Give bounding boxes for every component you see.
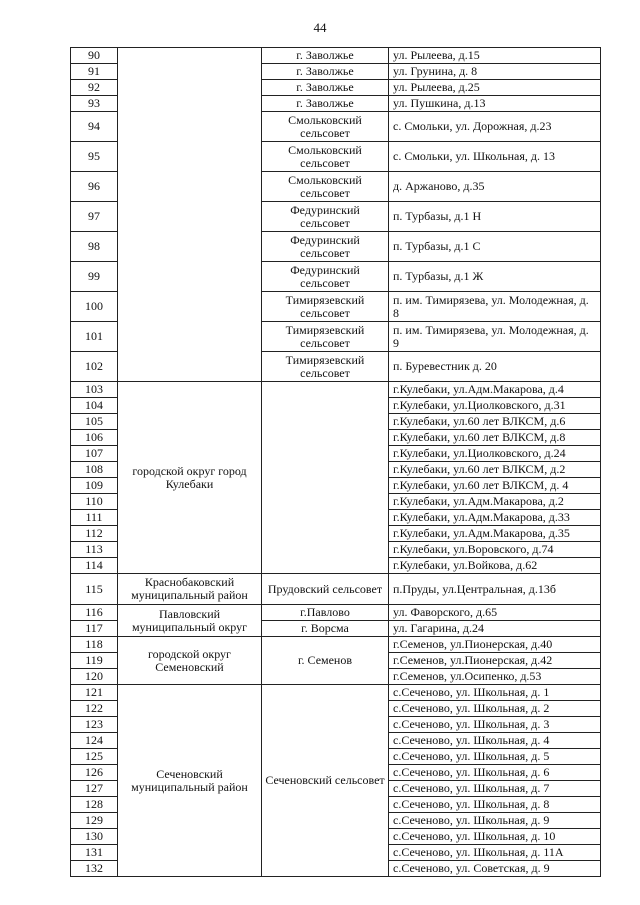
address-cell: г.Кулебаки, ул.60 лет ВЛКСМ, д. 4 [389, 478, 601, 494]
row-number-cell: 128 [71, 797, 118, 813]
table-row [71, 685, 601, 701]
address-cell: г.Семенов, ул.Пионерская, д.42 [389, 653, 601, 669]
settlement-cell: г. Семенов [262, 637, 389, 685]
address-cell: г.Кулебаки, ул.Войкова, д.62 [389, 558, 601, 574]
address-cell: п. Турбазы, д.1 С [389, 232, 601, 262]
address-cell: с. Смольки, ул. Дорожная, д.23 [389, 112, 601, 142]
table-row [71, 637, 601, 653]
address-cell: г.Кулебаки, ул.Циолковского, д.31 [389, 398, 601, 414]
settlement-cell: г. Заволжье [262, 80, 389, 96]
address-cell: ул. Фаворского, д.65 [389, 605, 601, 621]
row-number-cell: 106 [71, 430, 118, 446]
address-cell: г.Кулебаки, ул.Циолковского, д.24 [389, 446, 601, 462]
district-cell: городской округ город Кулебаки [118, 382, 262, 574]
address-cell: ул. Гагарина, д.24 [389, 621, 601, 637]
page-number: 44 [313, 20, 327, 35]
polling-stations-table [70, 47, 601, 877]
table-row [71, 605, 601, 621]
address-cell: п. Турбазы, д.1 Ж [389, 262, 601, 292]
address-cell: д. Аржаново, д.35 [389, 172, 601, 202]
address-cell: с.Сеченово, ул. Школьная, д. 6 [389, 765, 601, 781]
row-number-cell: 121 [71, 685, 118, 701]
address-cell: г.Кулебаки, ул.60 лет ВЛКСМ, д.6 [389, 414, 601, 430]
row-number-cell: 123 [71, 717, 118, 733]
address-cell: с.Сеченово, ул. Школьная, д. 9 [389, 813, 601, 829]
settlement-cell: г. Заволжье [262, 64, 389, 80]
row-number-cell: 90 [71, 48, 118, 64]
address-cell: п. Турбазы, д.1 Н [389, 202, 601, 232]
table-row [71, 382, 601, 398]
row-number-cell: 126 [71, 765, 118, 781]
row-number-cell: 95 [71, 142, 118, 172]
address-cell: ул. Пушкина, д.13 [389, 96, 601, 112]
address-cell: г.Кулебаки, ул.60 лет ВЛКСМ, д.2 [389, 462, 601, 478]
address-cell: г.Кулебаки, ул.Адм.Макарова, д.4 [389, 382, 601, 398]
address-cell: с.Сеченово, ул. Школьная, д. 3 [389, 717, 601, 733]
row-number-cell: 99 [71, 262, 118, 292]
settlement-cell: Федуринский сельсовет [262, 262, 389, 292]
settlement-cell: Тимирязевский сельсовет [262, 352, 389, 382]
address-cell: с.Сеченово, ул. Школьная, д. 8 [389, 797, 601, 813]
row-number-cell: 113 [71, 542, 118, 558]
settlement-cell: г.Павлово [262, 605, 389, 621]
address-cell: г.Кулебаки, ул.Адм.Макарова, д.2 [389, 494, 601, 510]
address-cell: с.Сеченово, ул. Школьная, д. 5 [389, 749, 601, 765]
row-number-cell: 91 [71, 64, 118, 80]
row-number-cell: 109 [71, 478, 118, 494]
settlement-cell: Тимирязевский сельсовет [262, 292, 389, 322]
settlement-cell: Смольковский сельсовет [262, 172, 389, 202]
settlement-cell: г. Ворсма [262, 621, 389, 637]
address-cell: г.Семенов, ул.Пионерская, д.40 [389, 637, 601, 653]
row-number-cell: 100 [71, 292, 118, 322]
address-cell: ул. Рылеева, д.25 [389, 80, 601, 96]
row-number-cell: 92 [71, 80, 118, 96]
district-cell: Сеченовский муниципальный район [118, 685, 262, 877]
table-row [71, 48, 601, 64]
row-number-cell: 104 [71, 398, 118, 414]
address-cell: п.Пруды, ул.Центральная, д.13б [389, 574, 601, 605]
settlement-cell: Федуринский сельсовет [262, 202, 389, 232]
row-number-cell: 98 [71, 232, 118, 262]
row-number-cell: 120 [71, 669, 118, 685]
address-cell: с.Сеченово, ул. Школьная, д. 10 [389, 829, 601, 845]
row-number-cell: 124 [71, 733, 118, 749]
address-cell: с.Сеченово, ул. Советская, д. 9 [389, 861, 601, 877]
row-number-cell: 101 [71, 322, 118, 352]
row-number-cell: 119 [71, 653, 118, 669]
settlement-cell: Тимирязевский сельсовет [262, 322, 389, 352]
row-number-cell: 103 [71, 382, 118, 398]
settlement-cell [262, 382, 389, 574]
settlement-cell: Смольковский сельсовет [262, 142, 389, 172]
settlement-cell: Смольковский сельсовет [262, 112, 389, 142]
address-cell: п. им. Тимирязева, ул. Молодежная, д. 8 [389, 292, 601, 322]
row-number-cell: 122 [71, 701, 118, 717]
address-cell: г.Кулебаки, ул.Воровского, д.74 [389, 542, 601, 558]
row-number-cell: 118 [71, 637, 118, 653]
address-cell: с.Сеченово, ул. Школьная, д. 7 [389, 781, 601, 797]
address-cell: г.Кулебаки, ул.60 лет ВЛКСМ, д.8 [389, 430, 601, 446]
row-number-cell: 132 [71, 861, 118, 877]
settlement-cell: Пруд​овский сельсовет [262, 574, 389, 605]
row-number-cell: 97 [71, 202, 118, 232]
row-number-cell: 105 [71, 414, 118, 430]
row-number-cell: 107 [71, 446, 118, 462]
address-cell: п. им. Тимирязева, ул. Молодежная, д. 9 [389, 322, 601, 352]
row-number-cell: 127 [71, 781, 118, 797]
address-cell: г.Семенов, ул.Осипенко, д.53 [389, 669, 601, 685]
row-number-cell: 116 [71, 605, 118, 621]
address-cell: г.Кулебаки, ул.Адм.Макарова, д.35 [389, 526, 601, 542]
row-number-cell: 93 [71, 96, 118, 112]
address-cell: с.Сеченово, ул. Школьная, д. 4 [389, 733, 601, 749]
row-number-cell: 130 [71, 829, 118, 845]
row-number-cell: 112 [71, 526, 118, 542]
row-number-cell: 115 [71, 574, 118, 605]
settlement-cell: г. Заволжье [262, 48, 389, 64]
row-number-cell: 96 [71, 172, 118, 202]
row-number-cell: 110 [71, 494, 118, 510]
district-cell [118, 48, 262, 382]
address-cell: г.Кулебаки, ул.Адм.Макарова, д.33 [389, 510, 601, 526]
row-number-cell: 111 [71, 510, 118, 526]
row-number-cell: 131 [71, 845, 118, 861]
address-cell: с.Сеченово, ул. Школьная, д. 1 [389, 685, 601, 701]
row-number-cell: 129 [71, 813, 118, 829]
address-cell: с.Сеченово, ул. Школьная, д. 2 [389, 701, 601, 717]
row-number-cell: 114 [71, 558, 118, 574]
row-number-cell: 117 [71, 621, 118, 637]
district-cell: Краснобаковский муниципальный район [118, 574, 262, 605]
address-cell: ул. Рылеева, д.15 [389, 48, 601, 64]
address-cell: с. Смольки, ул. Школьная, д. 13 [389, 142, 601, 172]
table-row [71, 574, 601, 605]
settlement-cell: г. Заволжье [262, 96, 389, 112]
row-number-cell: 108 [71, 462, 118, 478]
row-number-cell: 94 [71, 112, 118, 142]
row-number-cell: 125 [71, 749, 118, 765]
district-cell: Павловский муниципальный округ [118, 605, 262, 637]
row-number-cell: 102 [71, 352, 118, 382]
settlement-cell: Федуринский сельсовет [262, 232, 389, 262]
settlement-cell: Сеченовский сельсовет [262, 685, 389, 877]
address-cell: ул. Грунина, д. 8 [389, 64, 601, 80]
address-cell: с.Сеченово, ул. Школьная, д. 11А [389, 845, 601, 861]
address-cell: п. Буревестник д. 20 [389, 352, 601, 382]
district-cell: городской округ Семеновский [118, 637, 262, 685]
table-body [71, 48, 601, 877]
